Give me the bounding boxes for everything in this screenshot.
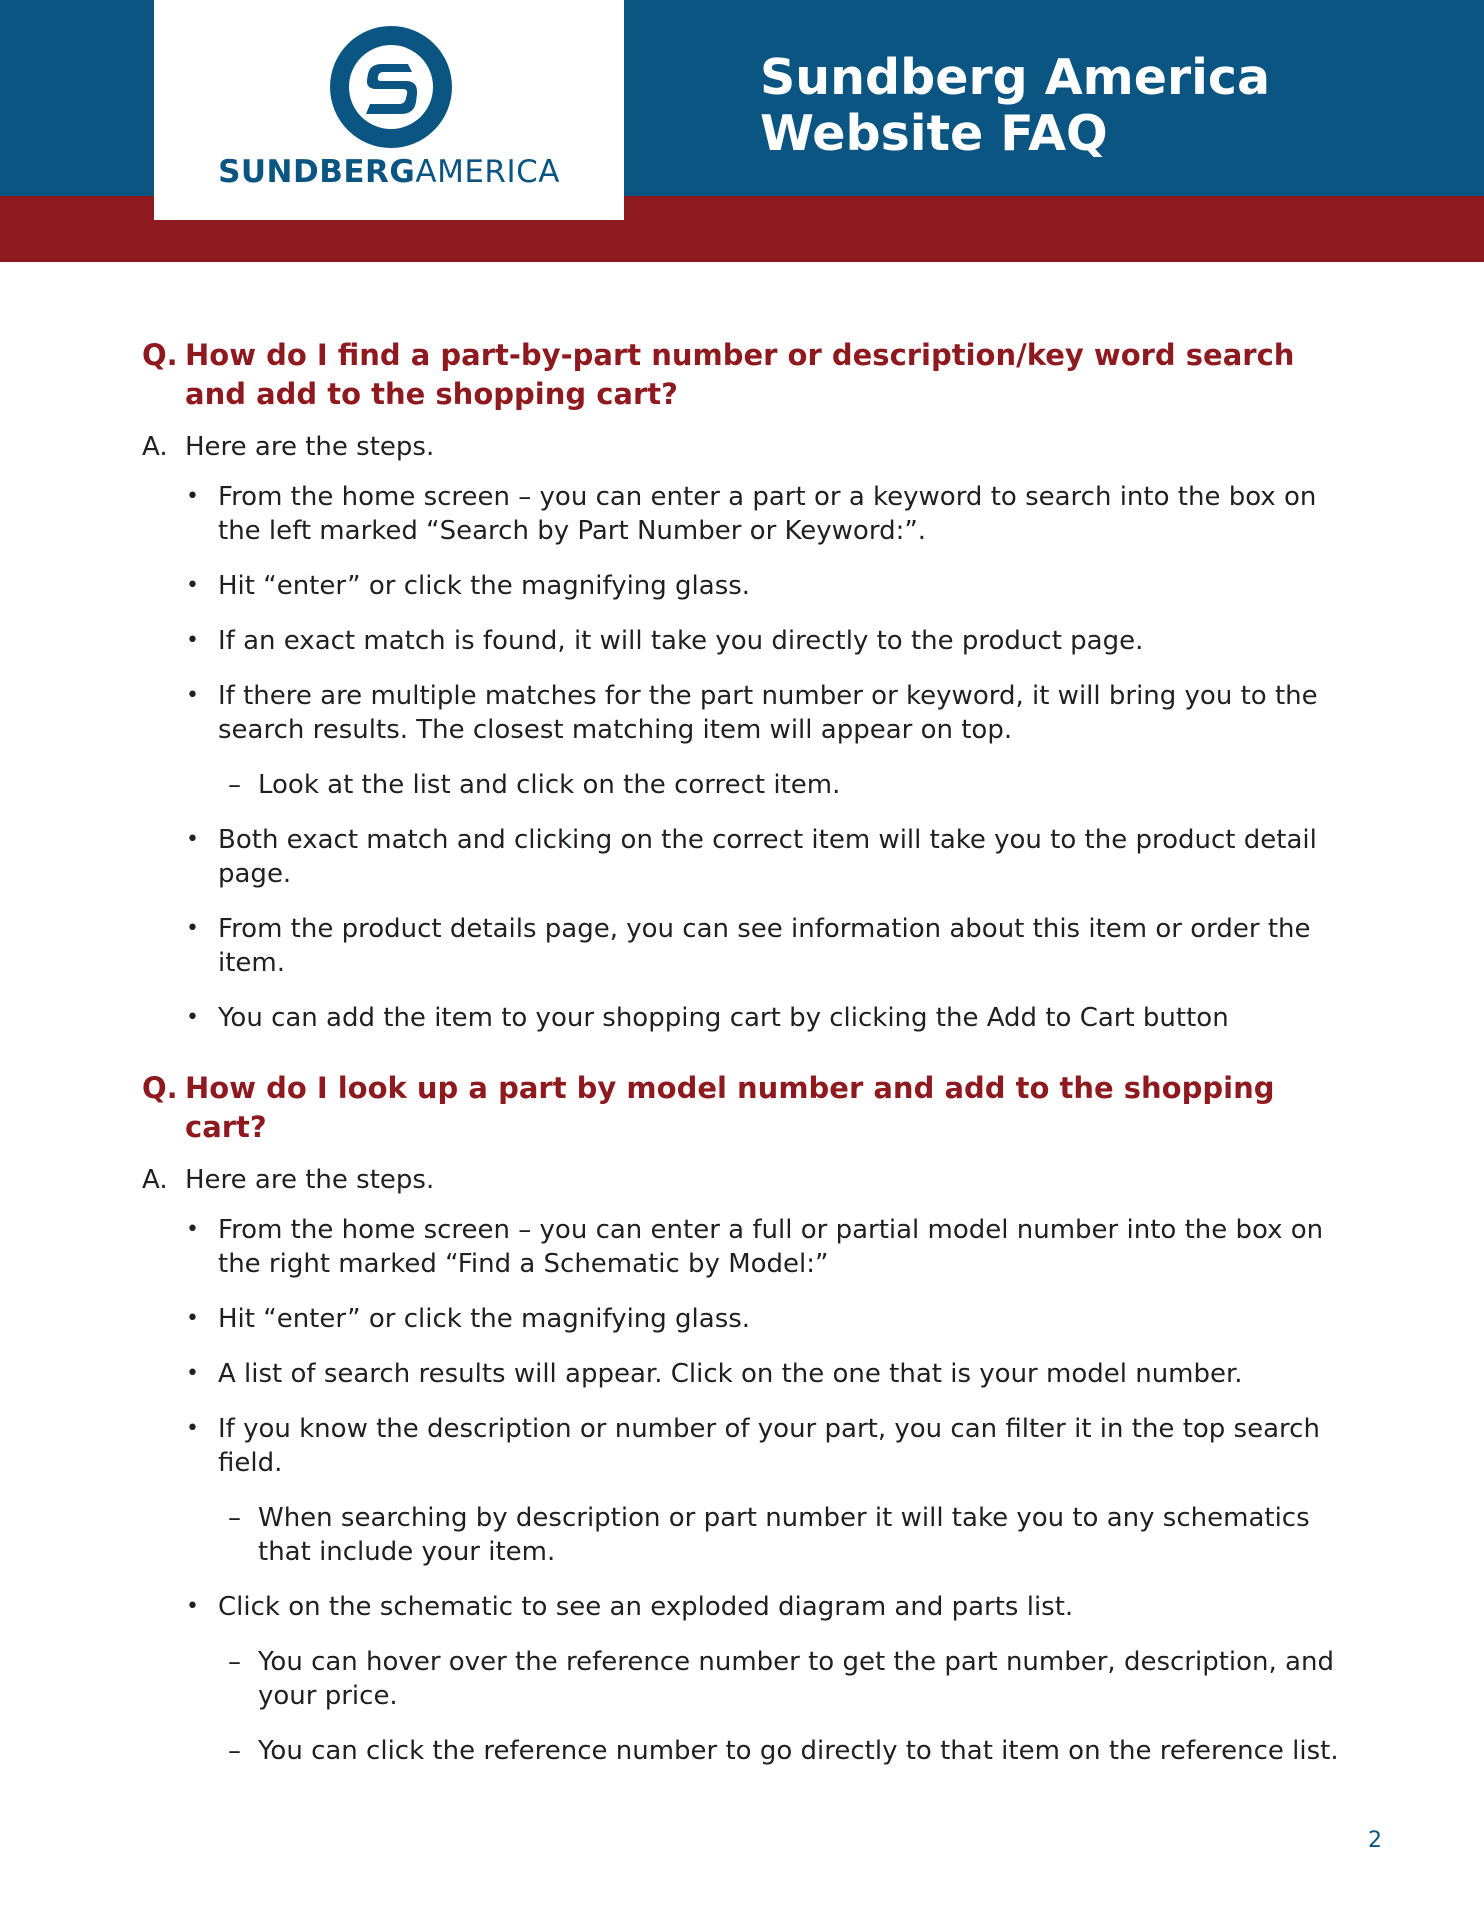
faq-section-2 bbox=[142, 1069, 1342, 1768]
list-item: • If there are multiple matches for the part number or keyword, it will bring you to the search results. The closest matching item will appear on top. bbox=[186, 681, 1318, 745]
question-marker: Q. bbox=[142, 338, 178, 372]
bullet-icon: • bbox=[186, 1306, 199, 1331]
page-number: 2 bbox=[1368, 1828, 1382, 1853]
sub-list-item: – You can click the reference number to go directly to that item on the reference list. bbox=[228, 1736, 1339, 1766]
bullet-icon: • bbox=[186, 1005, 199, 1030]
logo-word-bold: SUNDBERG bbox=[218, 154, 416, 190]
title-line-1: Sundberg America bbox=[760, 49, 1271, 106]
bullet-icon: • bbox=[186, 573, 199, 598]
sub-list-item: – You can hover over the reference number to get the part number, description, and your price. bbox=[228, 1647, 1334, 1711]
list-item: • From the home screen – you can enter a part or a keyword to search into the box on the left marked “Search by Part Number or Keyword:”. bbox=[186, 482, 1317, 546]
dash-icon: – bbox=[228, 1736, 241, 1766]
faq-question bbox=[142, 336, 1342, 414]
dash-icon: – bbox=[228, 1647, 241, 1677]
question-text: How do I look up a part by model number and add to the shopping cart? bbox=[185, 1071, 1275, 1144]
logo bbox=[154, 0, 624, 220]
bullet-icon: • bbox=[186, 1594, 199, 1619]
bullet-icon: • bbox=[186, 916, 199, 941]
logo-word-light: AMERICA bbox=[415, 154, 560, 190]
list-item: • Both exact match and clicking on the correct item will take you to the product detail page. bbox=[186, 825, 1317, 889]
list-item: • You can add the item to your shopping cart by clicking the Add to Cart button bbox=[186, 1003, 1229, 1033]
faq-question bbox=[142, 1069, 1342, 1147]
bullet-icon: • bbox=[186, 827, 199, 852]
dash-icon: – bbox=[228, 1503, 241, 1533]
list-item: • If you know the description or number of your part, you can filter it in the top search field. bbox=[186, 1414, 1320, 1478]
list-item: • From the home screen – you can enter a full or partial model number into the box on the right marked “Find a Schematic by Model:” bbox=[186, 1215, 1324, 1279]
list-item: • A list of search results will appear. Click on the one that is your model number. bbox=[186, 1359, 1243, 1389]
question-marker: Q. bbox=[142, 1071, 178, 1105]
title-line-2: Website FAQ bbox=[760, 105, 1108, 162]
faq-content bbox=[142, 336, 1342, 1789]
bullet-icon: • bbox=[186, 628, 199, 653]
page-title bbox=[760, 50, 1460, 162]
answer-marker: A. bbox=[142, 1165, 168, 1195]
bullet-icon: • bbox=[186, 683, 199, 708]
list-item: • If an exact match is found, it will take you directly to the product page. bbox=[186, 626, 1144, 656]
dash-icon: – bbox=[228, 770, 241, 800]
bullet-icon: • bbox=[186, 1416, 199, 1441]
answer-text: Here are the steps. bbox=[185, 432, 435, 462]
question-text: How do I find a part-by-part number or description/key word search and add to the shopping cart? bbox=[185, 338, 1295, 411]
steps-list bbox=[142, 480, 1342, 1035]
list-item: • From the product details page, you can see information about this item or order the item. bbox=[186, 914, 1311, 978]
sub-list-item: – When searching by description or part number it will take you to any schematics that include your item. bbox=[228, 1503, 1310, 1567]
bullet-icon: • bbox=[186, 1217, 199, 1242]
answer-text: Here are the steps. bbox=[185, 1165, 435, 1195]
sundberg-logo-icon bbox=[330, 26, 452, 148]
bullet-icon: • bbox=[186, 1361, 199, 1386]
faq-answer bbox=[142, 1163, 1342, 1197]
answer-marker: A. bbox=[142, 432, 168, 462]
faq-section-1 bbox=[142, 336, 1342, 1035]
list-item: • Hit “enter” or click the magnifying glass. bbox=[186, 571, 751, 601]
steps-list bbox=[142, 1213, 1342, 1768]
bullet-icon: • bbox=[186, 484, 199, 509]
faq-answer bbox=[142, 430, 1342, 464]
sub-list-item: – Look at the list and click on the correct item. bbox=[228, 770, 841, 800]
list-item: • Hit “enter” or click the magnifying glass. bbox=[186, 1304, 751, 1334]
list-item: • Click on the schematic to see an exploded diagram and parts list. bbox=[186, 1592, 1074, 1622]
logo-wordmark bbox=[154, 154, 624, 190]
